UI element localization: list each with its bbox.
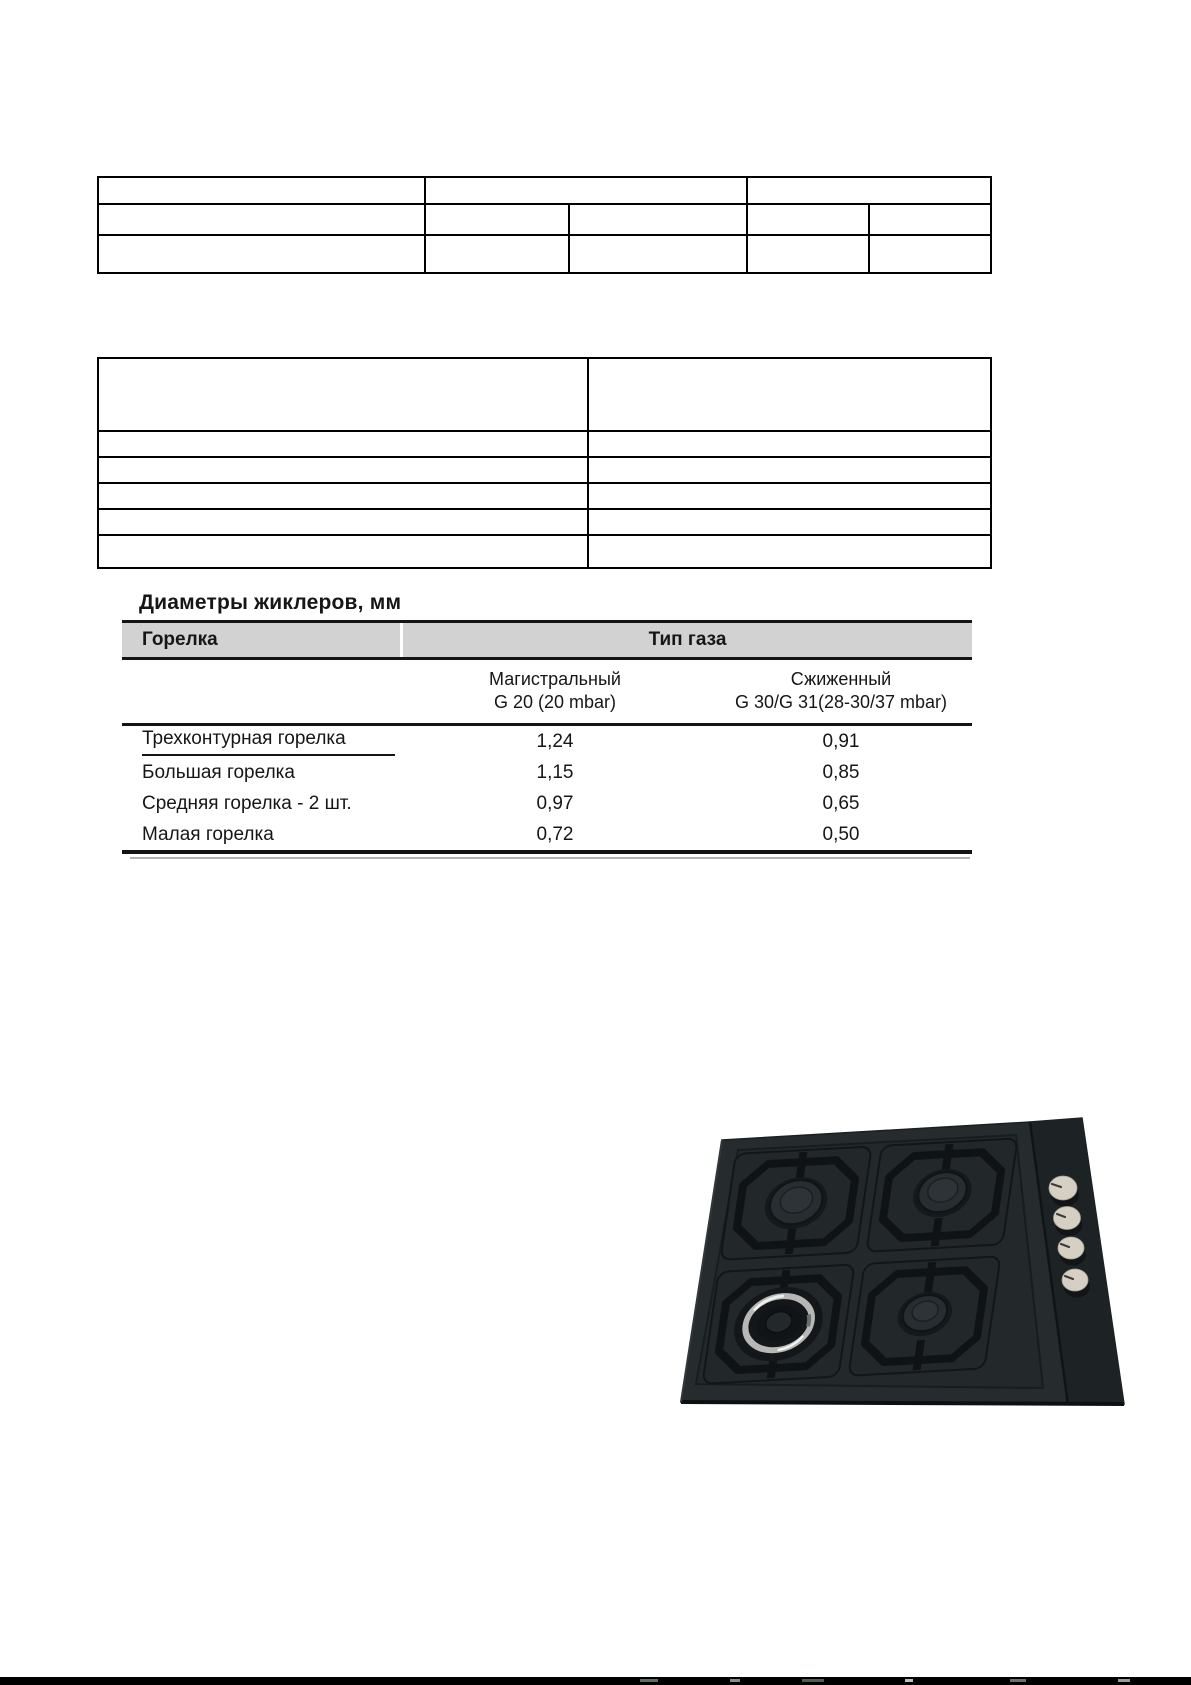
gas-column-mains: Магистральный G 20 (20 mbar) xyxy=(489,669,621,712)
burner-name: Малая горелка xyxy=(142,823,274,845)
table-row xyxy=(122,788,972,819)
table-rule-bottom xyxy=(122,850,972,854)
jet-diameter-g20: 0,72 xyxy=(536,823,574,845)
jets-table xyxy=(122,620,972,854)
burner-name: Средняя горелка - 2 шт. xyxy=(142,792,352,814)
table-row xyxy=(98,204,991,235)
burner-name: Трехконтурная горелка xyxy=(142,728,395,756)
table-row xyxy=(98,483,991,509)
jets-table-heading: Диаметры жиклеров, мм xyxy=(139,591,402,614)
table-row xyxy=(98,235,991,273)
gas-column-lpg: Сжиженный G 30/G 31(28-30/37 mbar) xyxy=(734,669,948,712)
jet-diameter-g30: 0,91 xyxy=(822,730,860,752)
jets-table-header-band xyxy=(122,623,972,657)
table-row xyxy=(98,457,991,483)
empty-table-middle xyxy=(97,357,992,569)
burner-name: Большая горелка xyxy=(142,761,295,783)
table-row xyxy=(122,726,972,757)
gas-type-column-header: Тип газа xyxy=(648,629,727,650)
table-row xyxy=(98,535,991,568)
table-row xyxy=(122,757,972,788)
jet-diameter-g20: 0,97 xyxy=(536,792,574,814)
jet-diameter-g20: 1,15 xyxy=(536,761,574,783)
jet-diameter-g30: 0,65 xyxy=(822,792,860,814)
jet-diameter-g30: 0,85 xyxy=(822,761,860,783)
table-row xyxy=(98,358,991,431)
page-bottom-scan-edge xyxy=(0,1677,1191,1685)
table-row xyxy=(122,819,972,850)
table-row xyxy=(98,509,991,535)
table-row xyxy=(98,431,991,457)
burner-column-header: Горелка xyxy=(142,629,218,650)
empty-table-top xyxy=(97,176,992,274)
separator-line xyxy=(130,857,970,859)
table-row xyxy=(98,177,991,204)
gas-type-subheader-row xyxy=(122,660,972,723)
jet-diameter-g30: 0,50 xyxy=(822,823,860,845)
jet-diameter-g20: 1,24 xyxy=(536,730,574,752)
product-photo-gas-hob xyxy=(612,1088,1132,1413)
